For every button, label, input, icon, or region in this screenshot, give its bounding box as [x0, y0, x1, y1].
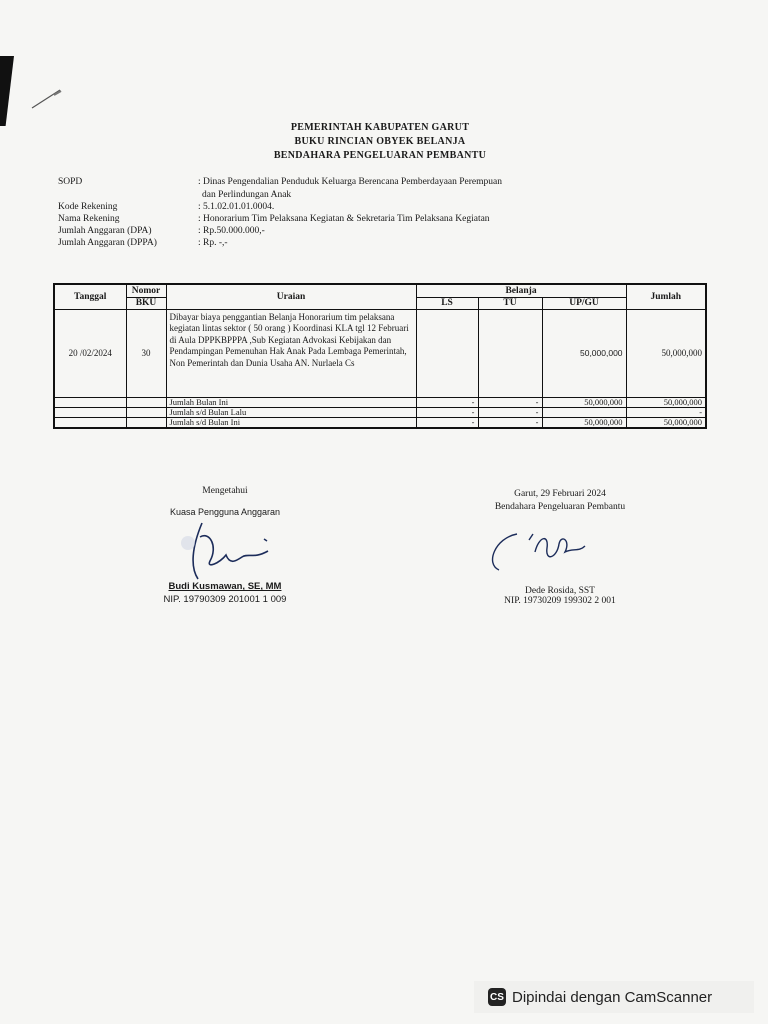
table-header-row — [54, 284, 706, 297]
signer-name-right: Dede Rosida, SST — [525, 586, 595, 596]
cell-upgu: 50,000,000 — [542, 309, 626, 397]
summary-label: Jumlah s/d Bulan Lalu — [166, 407, 416, 417]
summary-upgu — [542, 407, 626, 417]
summary-upgu: 50,000,000 — [542, 417, 626, 428]
pen-stroke-mark — [30, 86, 64, 110]
signer-nip-right: NIP. 19730209 199302 2 001 — [504, 596, 616, 606]
col-header-upgu: UP/GU — [542, 297, 626, 309]
col-header-ls: LS — [416, 297, 478, 309]
info-row-dpa — [58, 225, 602, 237]
account-info — [58, 176, 602, 249]
signature-block-left — [130, 486, 320, 605]
handwritten-signature-left — [130, 517, 320, 581]
col-header-bku: BKU — [126, 297, 166, 309]
camscanner-logo-icon: CS — [488, 988, 506, 1006]
signature-role: Kuasa Pengguna Anggaran — [169, 507, 281, 517]
summary-tu: - — [478, 417, 542, 428]
summary-ls: - — [416, 407, 478, 417]
info-label: Jumlah Anggaran (DPA) — [58, 226, 152, 236]
info-row-sopd — [58, 176, 602, 189]
col-header-tu: TU — [478, 297, 542, 309]
signer-nip-left: NIP. 19790309 201001 1 009 — [163, 594, 287, 605]
col-header-belanja: Belanja — [416, 284, 626, 297]
info-value: : Dinas Pengendalian Penduduk Keluarga Berencana Pemberdayaan Perempuan — [198, 177, 502, 187]
info-label: SOPD — [58, 177, 83, 187]
ledger-table — [53, 283, 707, 429]
summary-ls: - — [416, 417, 478, 428]
info-label: Kode Rekening — [58, 202, 118, 212]
info-value: : Honorarium Tim Pelaksana Kegiatan & Sekretaria Tim Pelaksana Kegiatan — [198, 214, 490, 224]
empty-cell — [126, 407, 166, 417]
summary-label: Jumlah Bulan Ini — [166, 397, 416, 407]
summary-jumlah: 50,000,000 — [626, 397, 706, 407]
info-value: : 5.1.02.01.01.0004. — [198, 202, 275, 212]
camscanner-text: Dipindai dengan CamScanner — [512, 988, 713, 1006]
summary-label: Jumlah s/d Bulan Ini — [166, 417, 416, 428]
summary-jumlah: - — [626, 407, 706, 417]
signature-role: Bendahara Pengeluaran Pembantu — [494, 502, 626, 512]
info-row-kode-rekening — [58, 201, 602, 213]
info-row-dppa — [58, 237, 602, 249]
summary-row-bulan-ini — [54, 397, 706, 407]
cell-uraian: Dibayar biaya penggantian Belanja Honorarium tim pelaksana kegiatan lintas sektor ( 50 orang ) Koordinasi KLA tgl 12 Februari di Aula DPPKBPPPA ,Sub Kegiatan Advokasi Kebijakan dan Pendampingan Pemenuhan Hak Anak Pada Lembaga Pemerintah, Non Pemerintah dan Dunia Usaha AN. Nurlaela Cs — [166, 309, 416, 397]
info-label: Jumlah Anggaran (DPPA) — [58, 238, 157, 248]
info-row-sopd-cont — [58, 189, 602, 201]
table-row — [54, 309, 706, 397]
cell-tu — [478, 309, 542, 397]
signature-place-date: Garut, 29 Februari 2024 — [514, 489, 606, 499]
scan-edge-mark — [0, 56, 14, 126]
summary-tu: - — [478, 397, 542, 407]
camscanner-watermark — [474, 981, 754, 1013]
info-value: dan Perlindungan Anak — [202, 190, 292, 200]
empty-cell — [54, 397, 126, 407]
document-header — [0, 121, 768, 163]
summary-tu: - — [478, 407, 542, 417]
info-value: : Rp.50.000.000,- — [198, 226, 265, 236]
header-line-1: PEMERINTAH KABUPATEN GARUT — [290, 122, 470, 133]
cell-ls — [416, 309, 478, 397]
col-header-nomor: Nomor — [126, 284, 166, 297]
header-line-2: BUKU RINCIAN OBYEK BELANJA — [294, 136, 466, 147]
header-line-3: BENDAHARA PENGELUARAN PEMBANTU — [273, 150, 487, 161]
col-header-tanggal: Tanggal — [54, 284, 126, 309]
empty-cell — [54, 407, 126, 417]
cell-tanggal: 20 /02/2024 — [54, 309, 126, 397]
summary-row-bulan-lalu — [54, 407, 706, 417]
summary-row-sd-bulan-ini — [54, 417, 706, 428]
empty-cell — [126, 417, 166, 428]
col-header-jumlah: Jumlah — [626, 284, 706, 309]
info-label — [58, 189, 198, 201]
cell-jumlah: 50,000,000 — [626, 309, 706, 397]
info-row-nama-rekening — [58, 213, 602, 225]
handwritten-signature-right — [455, 512, 665, 582]
empty-cell — [54, 417, 126, 428]
signature-block-right — [455, 489, 665, 606]
info-value: : Rp. -,- — [198, 238, 228, 248]
signer-name-left: Budi Kusmawan, SE, MM — [168, 581, 282, 592]
summary-upgu: 50,000,000 — [542, 397, 626, 407]
cell-nomor: 30 — [126, 309, 166, 397]
signature-caption: Mengetahui — [202, 486, 248, 496]
summary-ls: - — [416, 397, 478, 407]
summary-jumlah: 50,000,000 — [626, 417, 706, 428]
col-header-uraian: Uraian — [166, 284, 416, 309]
info-label: Nama Rekening — [58, 214, 120, 224]
empty-cell — [126, 397, 166, 407]
